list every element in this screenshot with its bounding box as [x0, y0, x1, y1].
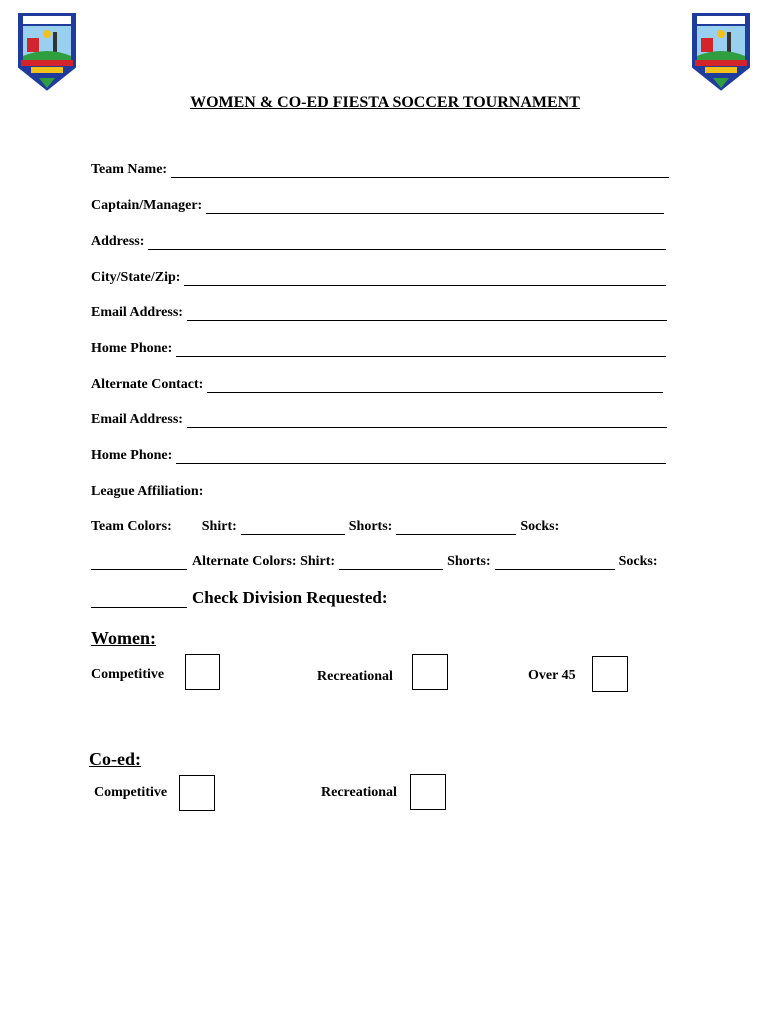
address-field[interactable]	[91, 230, 666, 250]
captain-label: Captain/Manager:	[91, 198, 203, 213]
team-colors-row	[91, 515, 559, 535]
city-state-zip-input-line[interactable]	[184, 271, 666, 286]
shorts-label: Shorts:	[348, 519, 393, 534]
page-title: WOMEN & CO-ED FIESTA SOCCER TOURNAMENT	[190, 94, 580, 111]
coed-recreational-label: Recreational	[321, 785, 397, 800]
city-state-zip-label: City/State/Zip:	[91, 270, 181, 285]
coed-competitive-checkbox[interactable]	[179, 775, 215, 811]
socks-label: Socks:	[520, 519, 560, 534]
alternate-shorts-input-line[interactable]	[495, 555, 615, 570]
city-state-zip-field[interactable]	[91, 266, 666, 286]
coed-section-heading: Co-ed:	[89, 749, 141, 769]
email-field-1[interactable]	[91, 301, 667, 321]
alternate-contact-input-line[interactable]	[207, 378, 663, 393]
division-heading: Check Division Requested:	[192, 588, 388, 607]
team-name-input-line[interactable]	[171, 163, 669, 178]
home-phone-label-2: Home Phone:	[91, 448, 173, 463]
address-label: Address:	[91, 234, 145, 249]
team-name-label: Team Name:	[91, 162, 168, 177]
alternate-shorts-label: Shorts:	[447, 554, 491, 569]
women-over45-label: Over 45	[528, 668, 576, 683]
division-heading-row	[91, 588, 388, 608]
alternate-shirt-label: Alternate Colors: Shirt:	[192, 554, 336, 569]
league-affiliation-field	[91, 480, 203, 500]
captain-input-line[interactable]	[206, 199, 664, 214]
email-input-line-1[interactable]	[187, 306, 667, 321]
team-socks-input-line[interactable]	[91, 555, 187, 570]
alternate-colors-row	[91, 550, 658, 570]
division-input-line[interactable]	[91, 593, 187, 608]
home-phone-field-2[interactable]	[91, 444, 666, 464]
tournament-logo-right	[687, 8, 755, 94]
shorts-input-line[interactable]	[396, 520, 516, 535]
women-section-heading: Women:	[91, 628, 156, 648]
women-over45-checkbox[interactable]	[592, 656, 628, 692]
women-competitive-checkbox[interactable]	[185, 654, 220, 690]
address-input-line[interactable]	[148, 235, 666, 250]
league-affiliation-label: League Affiliation:	[91, 484, 204, 499]
alternate-shirt-input-line[interactable]	[339, 555, 443, 570]
email-input-line-2[interactable]	[187, 413, 667, 428]
alternate-socks-label: Socks:	[618, 554, 658, 569]
shirt-input-line[interactable]	[241, 520, 345, 535]
home-phone-field-1[interactable]	[91, 337, 666, 357]
email-field-2[interactable]	[91, 408, 667, 428]
tournament-logo-left	[13, 8, 81, 94]
coed-competitive-label: Competitive	[94, 785, 168, 800]
alternate-contact-field[interactable]	[91, 373, 663, 393]
coed-recreational-checkbox[interactable]	[410, 774, 446, 810]
email-label-1: Email Address:	[91, 305, 183, 320]
team-name-field[interactable]	[91, 158, 669, 178]
team-colors-label: Team Colors:	[91, 519, 172, 534]
email-label-2: Email Address:	[91, 412, 183, 427]
captain-field[interactable]	[91, 194, 664, 214]
women-recreational-label: Recreational	[317, 669, 393, 684]
home-phone-input-line-2[interactable]	[176, 449, 666, 464]
women-recreational-checkbox[interactable]	[412, 654, 448, 690]
alternate-contact-label: Alternate Contact:	[91, 377, 204, 392]
shirt-label: Shirt:	[201, 519, 237, 534]
home-phone-label-1: Home Phone:	[91, 341, 173, 356]
home-phone-input-line-1[interactable]	[176, 342, 666, 357]
women-competitive-label: Competitive	[91, 667, 165, 682]
